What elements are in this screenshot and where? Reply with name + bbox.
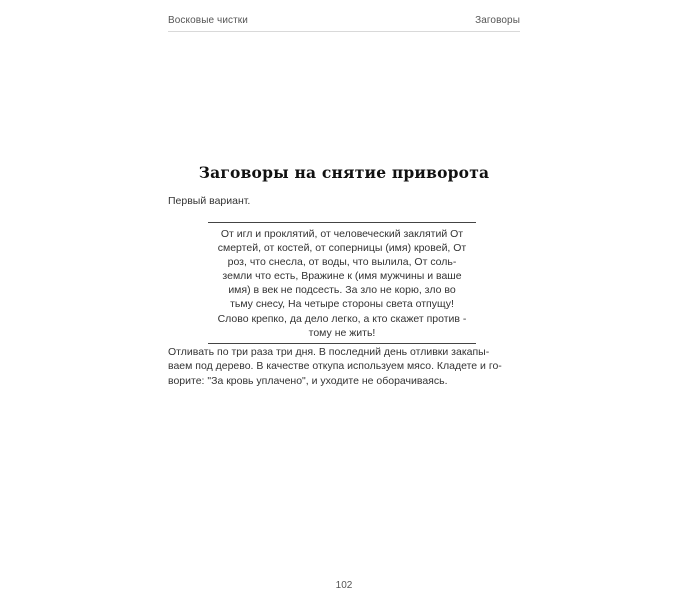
running-head-section: Восковые чистки xyxy=(168,15,248,26)
running-head xyxy=(168,15,520,32)
variant-label: Первый вариант. xyxy=(168,195,251,207)
body-line: ворите: "За кровь уплачено", и уходите не оборачиваясь. xyxy=(168,374,448,387)
charm-line: земли что есть, Вражине к (имя мужчины и ваше xyxy=(222,270,462,283)
charm-text-block xyxy=(208,222,476,344)
body-line: ваем под дерево. В качестве откупа используем мясо. Кладете и го- xyxy=(168,360,502,373)
body-paragraph xyxy=(168,345,520,388)
charm-line: тьму снесу, На четыре стороны света отпущу! xyxy=(230,298,454,311)
charm-line: Слово крепко, да дело легко, а кто скажет против - xyxy=(217,312,467,325)
body-line: Отливать по три раза три дня. В последний день отливки закапы- xyxy=(168,346,490,358)
charm-line: роз, что снесла, от воды, что вылила, От соль- xyxy=(227,256,457,269)
charm-line: имя) в век не подсесть. За зло не корю, зло во xyxy=(228,284,456,297)
page-number: 102 xyxy=(335,580,353,591)
charm-line: смертей, от костей, от соперницы (имя) кровей, От xyxy=(217,242,467,255)
running-head-chapter: Заговоры xyxy=(475,15,520,26)
chapter-title: Заговоры на снятие приворота xyxy=(198,163,490,182)
charm-line: тому не жить! xyxy=(308,326,376,339)
charm-line: От игл и проклятий, от человеческий заклятий От xyxy=(220,228,464,240)
